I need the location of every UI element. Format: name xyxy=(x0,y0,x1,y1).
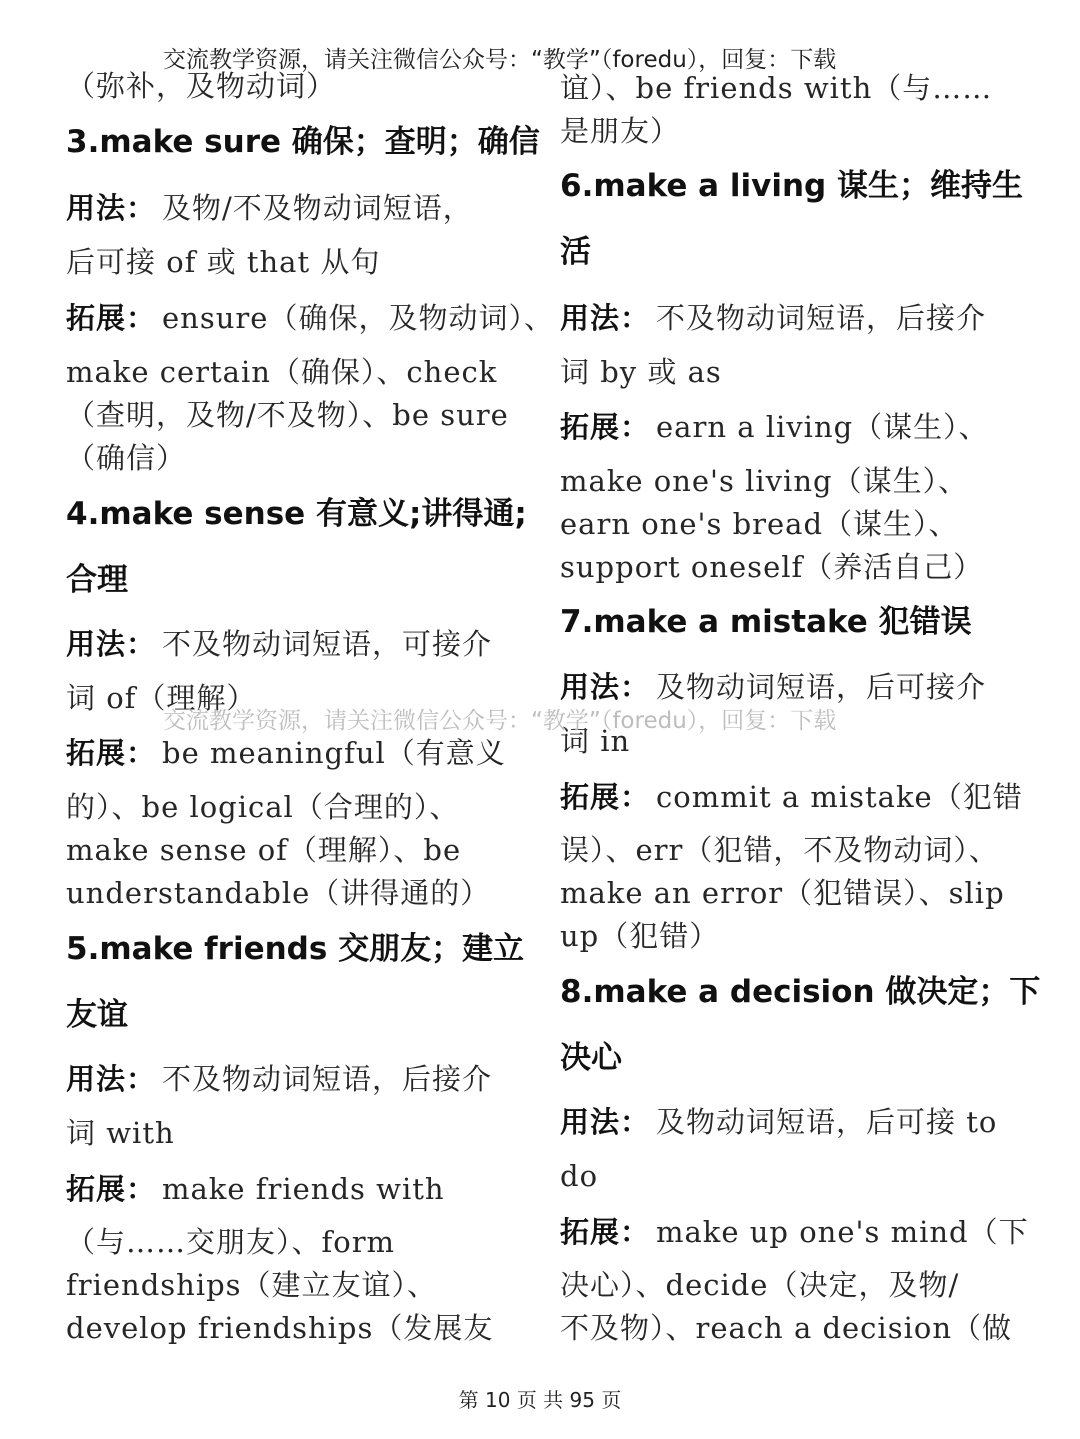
usage-text-cont: 词 by 或 as xyxy=(560,355,722,389)
extension-label: 拓展： xyxy=(66,301,157,335)
usage-text-cont: 后可接 of 或 that 从句 xyxy=(66,245,381,279)
extension-label: 拓展： xyxy=(560,410,651,444)
extension-text-cont: 误）、err（犯错，不及物动词）、 xyxy=(560,833,999,867)
extension-label: 拓展： xyxy=(66,1172,157,1206)
usage-line xyxy=(560,298,986,338)
section-heading-make-friends-cont: 友谊 xyxy=(66,997,128,1033)
usage-label: 用法： xyxy=(66,1062,157,1096)
extension-line xyxy=(560,777,1023,817)
usage-text: 及物/不及物动词短语， xyxy=(162,191,473,225)
usage-text-cont: 词 in xyxy=(560,724,631,758)
continued-text: 是朋友） xyxy=(560,114,681,148)
extension-text-cont: understandable（讲得通的） xyxy=(66,876,491,910)
extension-text-cont: up（犯错） xyxy=(560,919,720,953)
usage-label: 用法： xyxy=(560,301,651,335)
continued-text: 谊）、be friends with（与…… xyxy=(560,71,993,105)
continued-text: （弥补，及物动词） xyxy=(66,69,337,103)
usage-line xyxy=(66,188,473,228)
extension-text-cont: make one's living（谋生）、 xyxy=(560,464,969,498)
watermark-middle: 交流教学资源，请关注微信公众号：“教学”（foredu），回复：下载 xyxy=(163,708,837,734)
extension-text: be meaningful（有意义 xyxy=(162,736,506,770)
section-heading-make-sure: 3.make sure 确保；查明；确信 xyxy=(66,124,540,160)
extension-text-cont: 决心）、decide（决定，及物/ xyxy=(560,1268,960,1302)
extension-text-cont: earn one's bread（谋生）、 xyxy=(560,507,959,541)
extension-text-cont: friendships（建立友谊）、 xyxy=(66,1268,438,1302)
extension-text: make friends with xyxy=(162,1172,445,1206)
section-heading-make-sense: 4.make sense 有意义;讲得通; xyxy=(66,496,527,532)
section-heading-make-sense-cont: 合理 xyxy=(66,562,128,598)
section-heading-make-friends: 5.make friends 交朋友；建立 xyxy=(66,931,525,967)
extension-label: 拓展： xyxy=(560,1215,651,1249)
section-heading-make-a-living: 6.make a living 谋生；维持生 xyxy=(560,168,1024,204)
usage-line xyxy=(560,667,986,707)
extension-line xyxy=(66,298,554,338)
extension-line xyxy=(560,407,989,447)
section-heading-make-a-decision-cont: 决心 xyxy=(560,1040,622,1076)
extension-text: ensure（确保，及物动词）、 xyxy=(162,301,554,335)
usage-line xyxy=(66,1059,492,1099)
usage-label: 用法： xyxy=(66,191,157,225)
extension-label: 拓展： xyxy=(560,780,651,814)
usage-text: 及物动词短语，后可接介 xyxy=(656,670,987,704)
usage-text: 不及物动词短语，可接介 xyxy=(162,627,493,661)
extension-text-cont: （查明，及物/不及物）、be sure xyxy=(66,398,509,432)
extension-text-cont: develop friendships（发展友 xyxy=(66,1311,494,1345)
usage-label: 用法： xyxy=(66,627,157,661)
extension-line xyxy=(66,1169,445,1209)
extension-line xyxy=(560,1212,1029,1252)
extension-text: commit a mistake（犯错 xyxy=(656,780,1023,814)
watermark-top: 交流教学资源，请关注微信公众号：“教学”（foredu），回复：下载 xyxy=(163,47,837,73)
extension-text: earn a living（谋生）、 xyxy=(656,410,989,444)
extension-text-cont: support oneself（养活自己） xyxy=(560,550,984,584)
extension-text-cont: （与……交朋友）、form xyxy=(66,1225,396,1259)
extension-text: make up one's mind（下 xyxy=(656,1215,1029,1249)
usage-text-cont: 词 with xyxy=(66,1116,175,1150)
usage-label: 用法： xyxy=(560,670,651,704)
extension-text-cont: （确信） xyxy=(66,441,187,475)
extension-text-cont: make an error（犯错误）、slip xyxy=(560,876,1005,910)
section-heading-make-a-living-cont: 活 xyxy=(560,234,591,270)
usage-text: 不及物动词短语，后接介 xyxy=(656,301,987,335)
extension-text-cont: 的）、be logical（合理的）、 xyxy=(66,790,460,824)
usage-text-cont: do xyxy=(560,1159,599,1193)
usage-text: 及物动词短语，后可接 to xyxy=(656,1105,998,1139)
extension-text-cont: make certain（确保）、check xyxy=(66,355,498,389)
extension-line xyxy=(66,733,506,773)
page-number-footer: 第 10 页 共 95 页 xyxy=(458,1388,622,1412)
usage-text-cont: 词 of（理解） xyxy=(66,681,257,715)
extension-text-cont: 不及物）、reach a decision（做 xyxy=(560,1311,1012,1345)
section-heading-make-a-mistake: 7.make a mistake 犯错误 xyxy=(560,604,972,640)
usage-text: 不及物动词短语，后接介 xyxy=(162,1062,493,1096)
usage-line xyxy=(560,1102,997,1142)
extension-text-cont: make sense of（理解）、be xyxy=(66,833,462,867)
section-heading-make-a-decision: 8.make a decision 做决定；下 xyxy=(560,974,1041,1010)
usage-line xyxy=(66,624,492,664)
usage-label: 用法： xyxy=(560,1105,651,1139)
extension-label: 拓展： xyxy=(66,736,157,770)
